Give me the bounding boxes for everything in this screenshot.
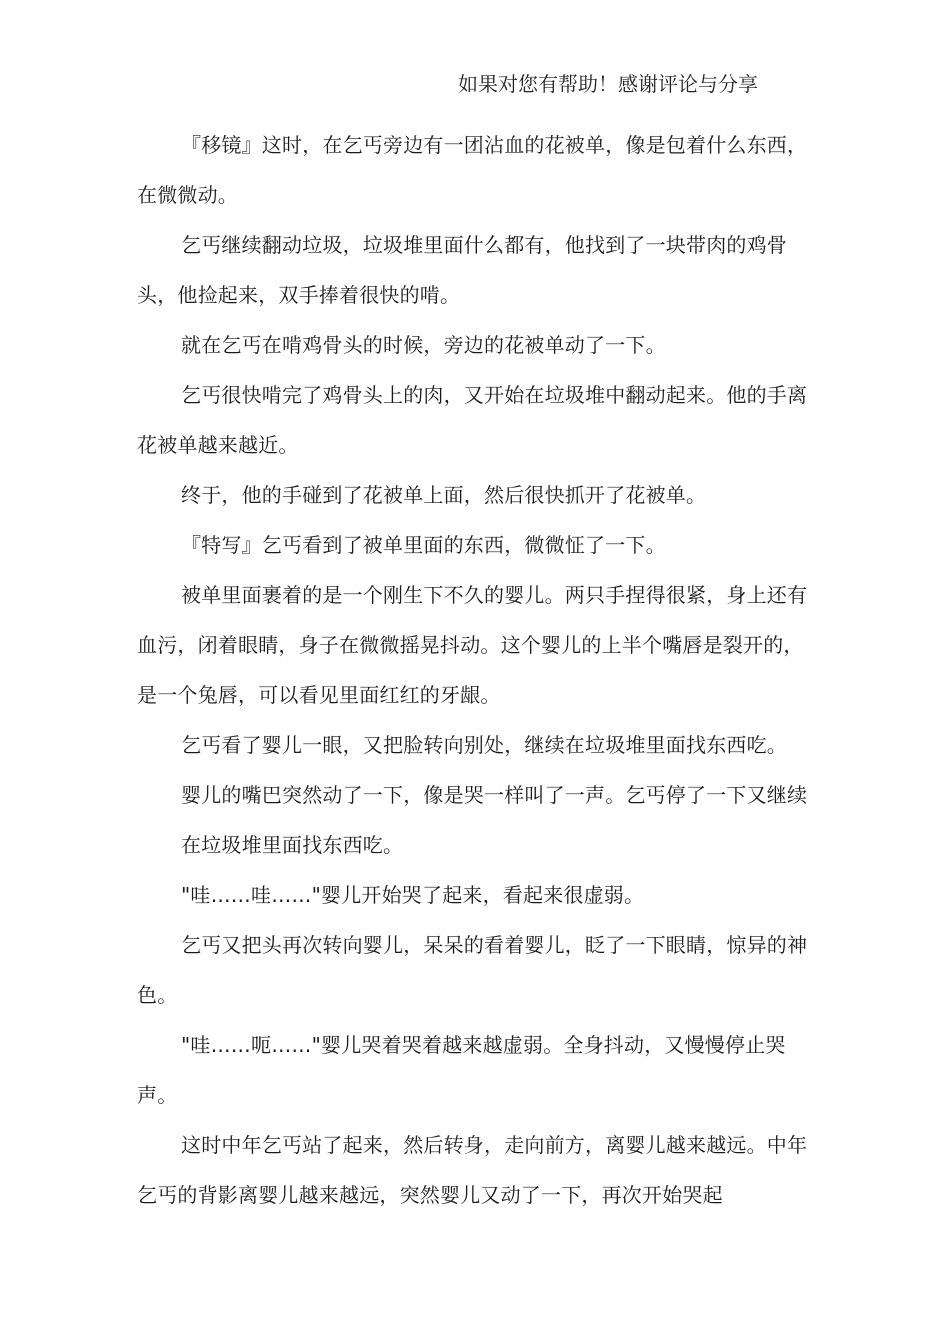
- paragraph: "哇……呃……"婴儿哭着哭着越来越虚弱。全身抖动，又慢慢停止哭声。: [137, 1033, 786, 1107]
- document-body: [137, 120, 817, 1220]
- paragraph: 『特写』乞丐看到了被单里面的东西，微微怔了一下。: [181, 533, 666, 557]
- paragraph: 这时中年乞丐站了起来，然后转身，走向前方，离婴儿越来越远。中年乞丐的背影离婴儿越来越远，突然婴儿又动了一下，再次开始哭起: [137, 1133, 808, 1207]
- header-note: 如果对您有帮助！感谢评论与分享: [458, 72, 758, 96]
- paragraph: 乞丐很快啃完了鸡骨头上的肉，又开始在垃圾堆中翻动起来。他的手离花被单越来越近。: [137, 383, 808, 457]
- paragraph: 就在乞丐在啃鸡骨头的时候，旁边的花被单动了一下。: [181, 333, 666, 357]
- paragraph: 『移镜』这时，在乞丐旁边有一团沾血的花被单，像是包着什么东西，在微微动。: [137, 133, 808, 207]
- paragraph: 乞丐看了婴儿一眼，又把脸转向别处，继续在垃圾堆里面找东西吃。: [181, 733, 787, 757]
- paragraph: 终于，他的手碰到了花被单上面，然后很快抓开了花被单。: [181, 483, 707, 507]
- paragraph: 乞丐又把头再次转向婴儿，呆呆的看着婴儿，眨了一下眼睛，惊异的神色。: [137, 933, 808, 1007]
- paragraph: 被单里面裹着的是一个刚生下不久的婴儿。两只手捏得很紧，身上还有血污，闭着眼睛，身子在微微摇晃抖动。这个婴儿的上半个嘴唇是裂开的，是一个兔唇，可以看见里面红红的牙龈。: [137, 583, 808, 707]
- paragraph: 乞丐继续翻动垃圾，垃圾堆里面什么都有，他找到了一块带肉的鸡骨头，他捡起来，双手捧着很快的啃。: [137, 233, 787, 307]
- paragraph: "哇……哇……"婴儿开始哭了起来，看起来很虚弱。: [181, 883, 645, 907]
- paragraph: 婴儿的嘴巴突然动了一下，像是哭一样叫了一声。乞丐停了一下又继续在垃圾堆里面找东西吃。: [181, 783, 808, 857]
